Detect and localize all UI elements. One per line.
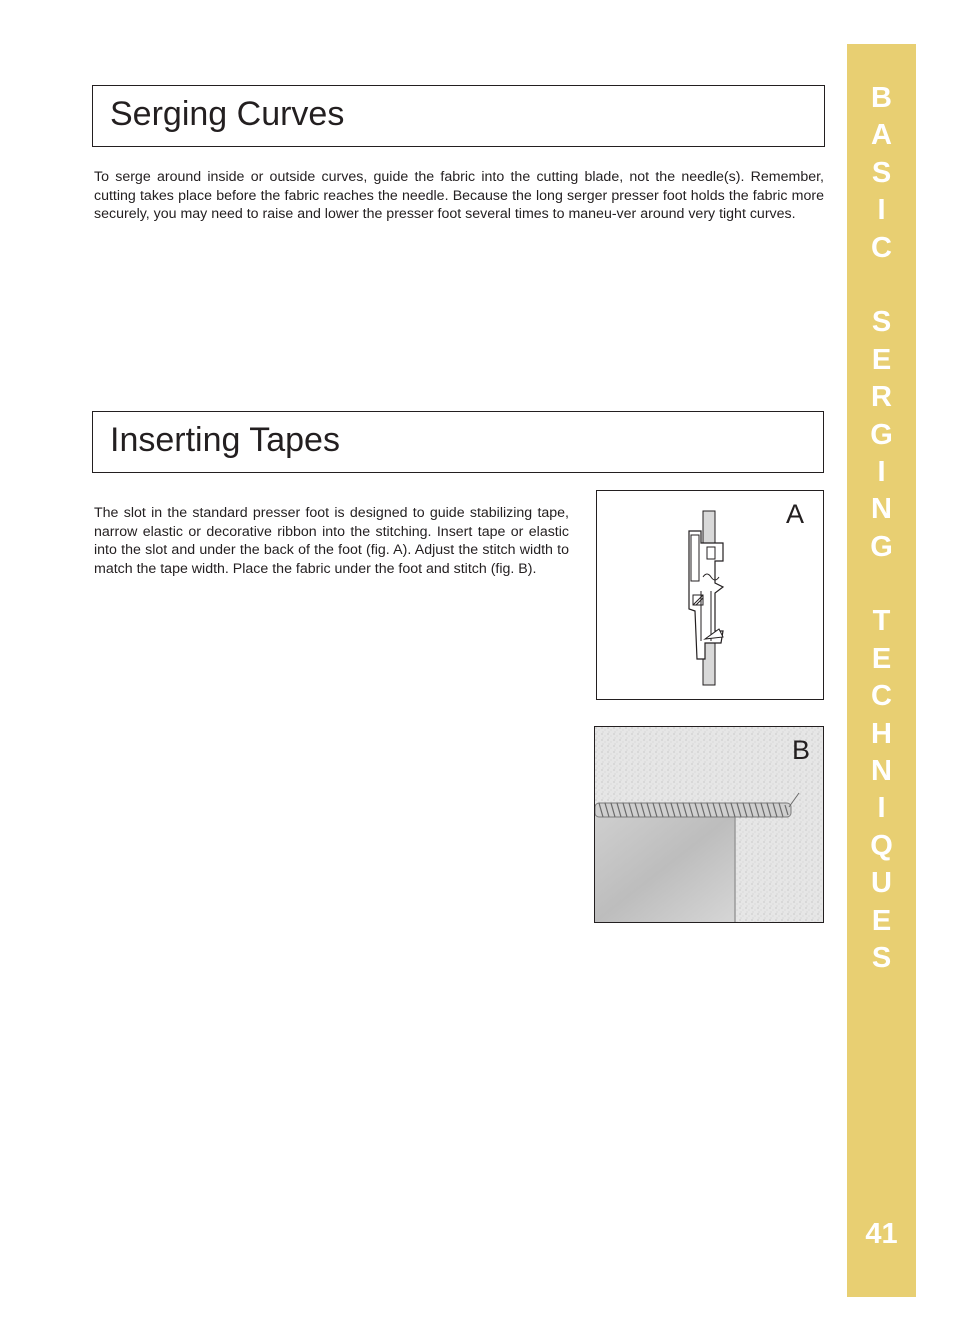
serging-curves-heading-box	[92, 85, 825, 147]
chapter-title-letter: I	[877, 455, 886, 488]
chapter-title-letter: A	[871, 119, 892, 152]
serging-curves-paragraph: To serge around inside or outside curves, guide the fabric into the cutting blade, not the needle(s). Remember, cutting takes place before the fabric reaches the needle. Because the long serger presser foot holds the fabric more securely, you may need to raise and lower the presser foot several times to maneu-ver around very tight curves.	[94, 169, 824, 223]
fabric-photo-illustration	[595, 727, 823, 922]
chapter-sidebar	[847, 44, 916, 1297]
chapter-title-letter: N	[871, 755, 892, 788]
chapter-title-letter: N	[871, 493, 892, 526]
chapter-title-letter: G	[870, 530, 893, 563]
chapter-title-vertical	[847, 80, 916, 977]
chapter-title-letter: E	[871, 642, 892, 675]
chapter-title-letter: T	[872, 605, 891, 638]
presser-foot-illustration	[597, 491, 823, 699]
figure-b-label: B	[792, 735, 811, 765]
page-number: 41	[865, 1218, 898, 1250]
chapter-title-letter: U	[871, 867, 892, 900]
chapter-title-letter: C	[871, 680, 892, 713]
chapter-title-letter: E	[871, 904, 892, 937]
chapter-title-letter: B	[871, 82, 892, 114]
chapter-title-letter: I	[877, 792, 886, 825]
chapter-title-letter: Q	[870, 829, 893, 862]
chapter-title-letter: S	[871, 306, 892, 339]
inserting-tapes-heading-box	[92, 411, 824, 473]
chapter-title-letter: G	[870, 418, 893, 451]
figure-a-label: A	[786, 499, 805, 529]
figure-b	[594, 726, 824, 923]
chapter-title-letter: C	[871, 231, 892, 264]
inserting-tapes-paragraph: The slot in the standard presser foot is designed to guide stabilizing tape, narrow elastic or decorative ribbon into the stitching. Insert tape or elastic into the slot and under the back of the foot (fig. A). Adjust the stitch width to match the tape width. Place the fabric under the foot and stitch (fig. B).	[94, 505, 569, 577]
chapter-title-letter: R	[871, 381, 892, 414]
chapter-title-letter: I	[877, 194, 886, 227]
chapter-title-letter	[847, 566, 916, 603]
chapter-title-letter	[847, 267, 916, 304]
inserting-tapes-title: Inserting Tapes	[110, 421, 340, 459]
chapter-title-letter: S	[871, 941, 892, 974]
chapter-title-letter: E	[871, 343, 892, 376]
figure-a	[596, 490, 824, 700]
chapter-title-letter: S	[871, 156, 892, 189]
chapter-title-letter: H	[871, 717, 892, 750]
serging-curves-title: Serging Curves	[110, 95, 345, 133]
